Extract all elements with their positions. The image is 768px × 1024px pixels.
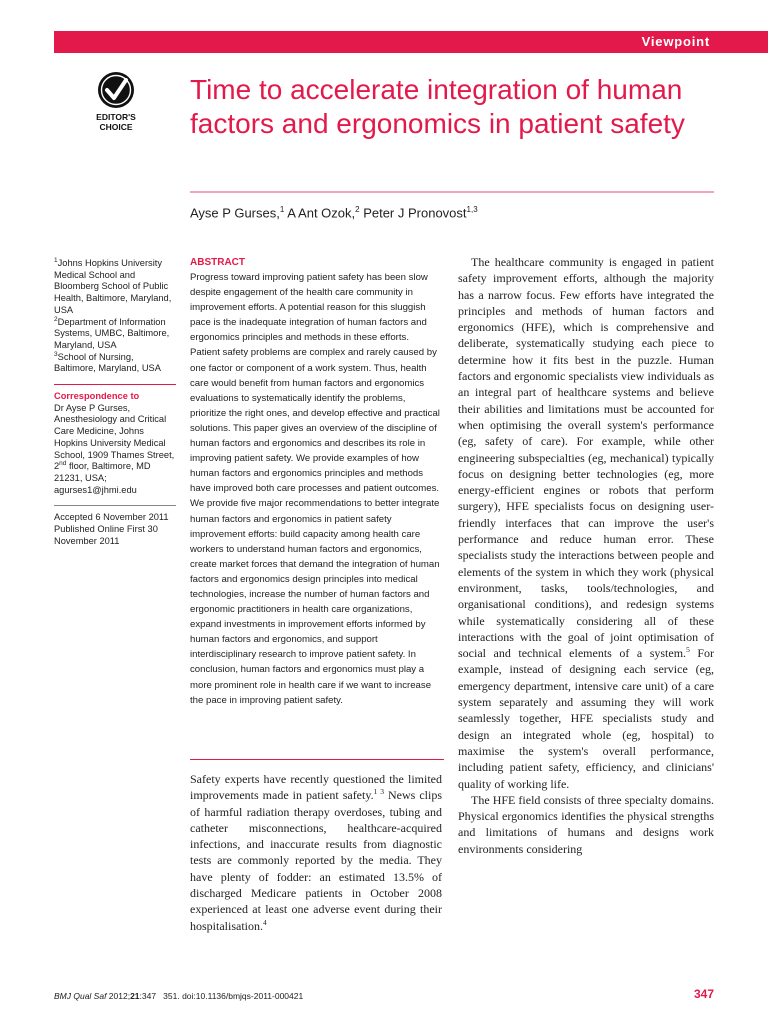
- sidebar-divider-2: [54, 505, 176, 506]
- body-paragraph: The healthcare community is engaged in patient safety improvement efforts, although the majority has a narrow focus. Few efforts have integrated the principles and methods of human factors and ergonomics (HFE), which is comprehensive and deliberate, systematically studying each piece to determine how it fits best in the puzzle. Human factors and ergonomic specialists view individuals as an integral part of healthcare systems and believe their abilities and limitations must be accounted for when optimising the overall system's performance (eg, safety of care). For example, while other engineering subspecialties (eg, mechanical) typically focus on designing better technologies (eg, more energy-efficient engines or robots that perform surgery), HFE specialists focus on designing user-friendly interfaces that can improve the user's performance and reduce human error. These specialists study the interactions between people and elements of the system in which they work (physical environment, tasks, tools/technologies, and organisational conditions), and redesign systems while systematically considering all of these interactions with the goal of joint optimisation of social and technical elements of a system.$^5$ For example, instead of designing each service (eg, emergency department, intensive care unit) of a care system separately and assuming they will work seamlessly together, HFE specialists study and design an integrated whole (eg, hospital) to maximise the system's overall performance, including patient safety, efficiency, and clinicians' quality of working life.: [458, 255, 715, 791]
- body-column-left: [190, 771, 442, 934]
- editors-choice-badge: [86, 70, 146, 132]
- badge-line-2: CHOICE: [99, 122, 133, 132]
- affiliation-3: $^3$School of Nursing, Baltimore, Maryland, USA: [54, 350, 161, 374]
- author-1: Ayse P Gurses,: [190, 205, 280, 221]
- abstract-text: Progress toward improving patient safety has been slow despite engagement of the health care community in improvement efforts. A potential reason for this sluggish pace is the inadequate integration of human factors and ergonomics principles and methods in these efforts. Patient safety problems are complex and rarely caused by one factor or component of a work system. Thus, health care would benefit from human factors and ergonomics evaluations to systematically identify the problems, prioritize the right ones, and develop effective and practical solutions. This paper gives an overview of the discipline of human factors and ergonomics and describes its role in improving patient safety. We provide examples of how human factors and ergonomics principles and methods have improved both care processes and patient outcomes. We provide five major recommendations to better integrate human factors and ergonomics in patient safety improvement efforts: build capacity among health care workers to understand human factors and ergonomics, create market forces that demand the integration of human factors and ergonomics design principles into medical technologies, increase the number of human factors and ergonomic practitioners in health care organizations, expand investments in improvement efforts informed by human factors and ergonomics, and support interdisciplinary research to improve patient safety. In conclusion, human factors and ergonomics must play a more prominent role in health care if we want to increase the pace in improving patient safety.: [190, 272, 440, 706]
- title-divider: [190, 191, 714, 193]
- sidebar-divider: [54, 384, 176, 385]
- author-2: A Ant Ozok,: [284, 205, 356, 221]
- published-date: Published Online First 30 November 2011: [54, 524, 158, 546]
- correspondence-heading: Correspondence to: [54, 391, 140, 402]
- badge-line-1: EDITOR'S: [96, 112, 136, 122]
- abstract-divider: [190, 759, 444, 760]
- author-1-affil: 1: [279, 205, 285, 214]
- section-label: Viewpoint: [641, 34, 710, 49]
- body-paragraph: The HFE field consists of three specialty domains. Physical ergonomics identifies the physical strengths and limitations of humans and designs work environments considering: [458, 792, 714, 856]
- author-list: [190, 205, 478, 220]
- author-2-affil: 2: [355, 205, 360, 214]
- section-banner: [54, 31, 768, 53]
- accepted-date: Accepted 6 November 2011: [54, 512, 169, 523]
- affiliation-2: $^2$Department of Information Systems, UMBC, Baltimore, Maryland, USA: [54, 315, 170, 350]
- citation-footer: BMJ Qual Saf 2012;21:347 351. doi:10.1136/bmjqs-2011-000421: [54, 991, 304, 1001]
- article-title: Time to accelerate integration of human factors and ergonomics in patient safety: [190, 74, 685, 139]
- correspondence-email[interactable]: agurses1@jhmi.edu: [54, 484, 137, 495]
- page-number: 347: [693, 987, 714, 1001]
- correspondence-address: Dr Ayse P Gurses, Anesthesiology and Critical Care Medicine, Johns Hopkins University Medical School, 1909 Thames Street, 2nd floor, Baltimore, MD 21231, USA;: [54, 402, 175, 483]
- affiliation-1: $^1$Johns Hopkins University Medical School and Bloomberg School of Public Health, Baltimore, Maryland, USA: [54, 256, 172, 315]
- abstract: [190, 257, 440, 708]
- author-3: Peter J Pronovost: [359, 205, 467, 221]
- article-sidebar: [54, 258, 176, 547]
- author-3-affil: 1,3: [466, 205, 478, 214]
- checkmark-seal-icon: [96, 70, 136, 110]
- abstract-heading: ABSTRACT: [190, 257, 245, 268]
- body-column-right: [458, 254, 714, 857]
- body-paragraph: Safety experts have recently questioned the limited improvements made in patient safety.$^{1 3}$ News clips of harmful radiation therapy overdoses, tubing and catheter misconnections, healthcare-acquired infections, and inaccurate results from diagnostic tests are commonly reported by the media. They have plenty of fodder: an estimated 13.5% of discharged Medicare patients in October 2008 experienced at least one adverse event during their hospitalisation.$^4$: [190, 772, 442, 933]
